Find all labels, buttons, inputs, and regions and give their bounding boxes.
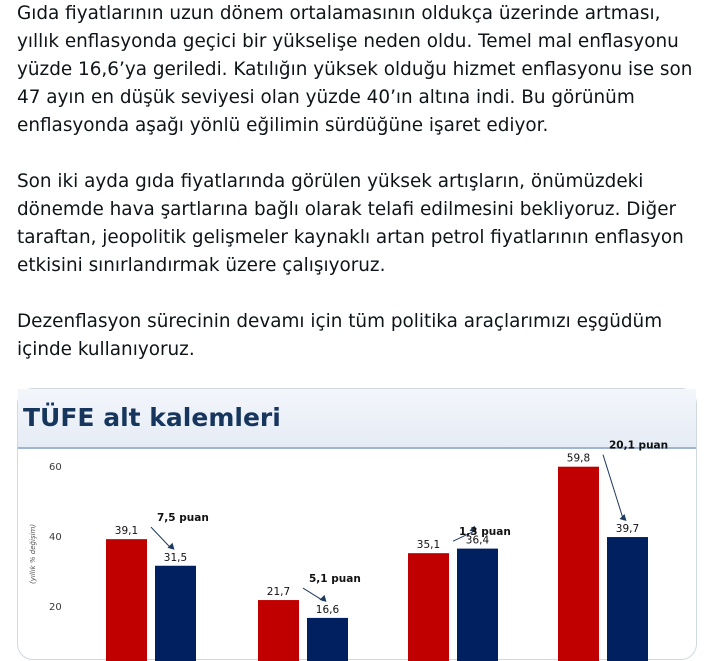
- post-paragraph-3: Dezenflasyon sürecinin devamı için tüm politika araçlarımızı eşgüdüm içinde kullanıyoruz.: [17, 311, 663, 360]
- post-paragraph-1: Gıda fiyatlarının uzun dönem ortalamasının oldukça üzerinde artması, yıllık enflasyonda geçici bir yükselişe neden oldu. Temel mal enflasyonu yüzde 16,6’ya geriledi. Katılığın yüksek olduğu hizmet enflasyonu ise son 47 ayın en düşük seviyesi olan yüzde 40’ın altına indi. Bu görünüm enflasyonda aşağı yönlü eğilimin sürdüğüne işaret ediyor.: [17, 3, 693, 136]
- bar-group4-series2: [607, 537, 648, 661]
- data-label: 36,4: [465, 534, 490, 547]
- change-label: 20,1 puan: [609, 439, 669, 452]
- data-label: 31,5: [163, 551, 188, 564]
- data-label: 21,7: [266, 586, 291, 599]
- change-label: 5,1 puan: [309, 573, 361, 586]
- data-label: 35,1: [416, 539, 441, 552]
- post-paragraph-2: Son iki ayda gıda fiyatlarında görülen yüksek artışların, önümüzdeki dönemde hava şartlarına bağlı olarak telafi edilmesini bekliyoruz. Diğer taraftan, jeopolitik gelişmeler kaynaklı artan petrol fiyatlarının enflasyon etkisini sınırlandırmak üzere çalışıyoruz.: [17, 171, 684, 276]
- change-arrow-line: [303, 588, 324, 601]
- data-label: 39,1: [114, 525, 139, 538]
- chart-header: [18, 389, 696, 449]
- bar-group3-series1: [408, 553, 449, 661]
- bar-group4-series1: [558, 467, 599, 661]
- change-arrow-line: [151, 527, 172, 549]
- y-tick-label: 40: [49, 532, 62, 543]
- post-text: [17, 0, 707, 364]
- post-media-image[interactable]: [17, 388, 697, 660]
- bar-group1-series1: [106, 539, 147, 661]
- y-tick-label: 20: [49, 602, 62, 613]
- y-tick-label: 60: [49, 462, 62, 473]
- bar-group2-series2: [307, 618, 348, 661]
- bar-group3-series2: [457, 549, 498, 661]
- change-arrow-head: [620, 514, 627, 521]
- y-axis-label: (yıllık % değişim): [29, 523, 37, 584]
- bar-group1-series2: [155, 566, 196, 661]
- bar-group2-series1: [258, 600, 299, 661]
- change-arrow-head: [320, 595, 327, 602]
- cpi-bar-chart: [18, 439, 696, 661]
- data-label: 16,6: [315, 603, 340, 616]
- data-label: 39,7: [615, 523, 640, 536]
- data-label: 59,8: [566, 452, 591, 465]
- chart-title: TÜFE alt kalemleri: [23, 403, 281, 432]
- change-label: 7,5 puan: [157, 512, 209, 525]
- change-label: 1,3 puan: [459, 526, 511, 539]
- change-arrow-line: [603, 455, 624, 520]
